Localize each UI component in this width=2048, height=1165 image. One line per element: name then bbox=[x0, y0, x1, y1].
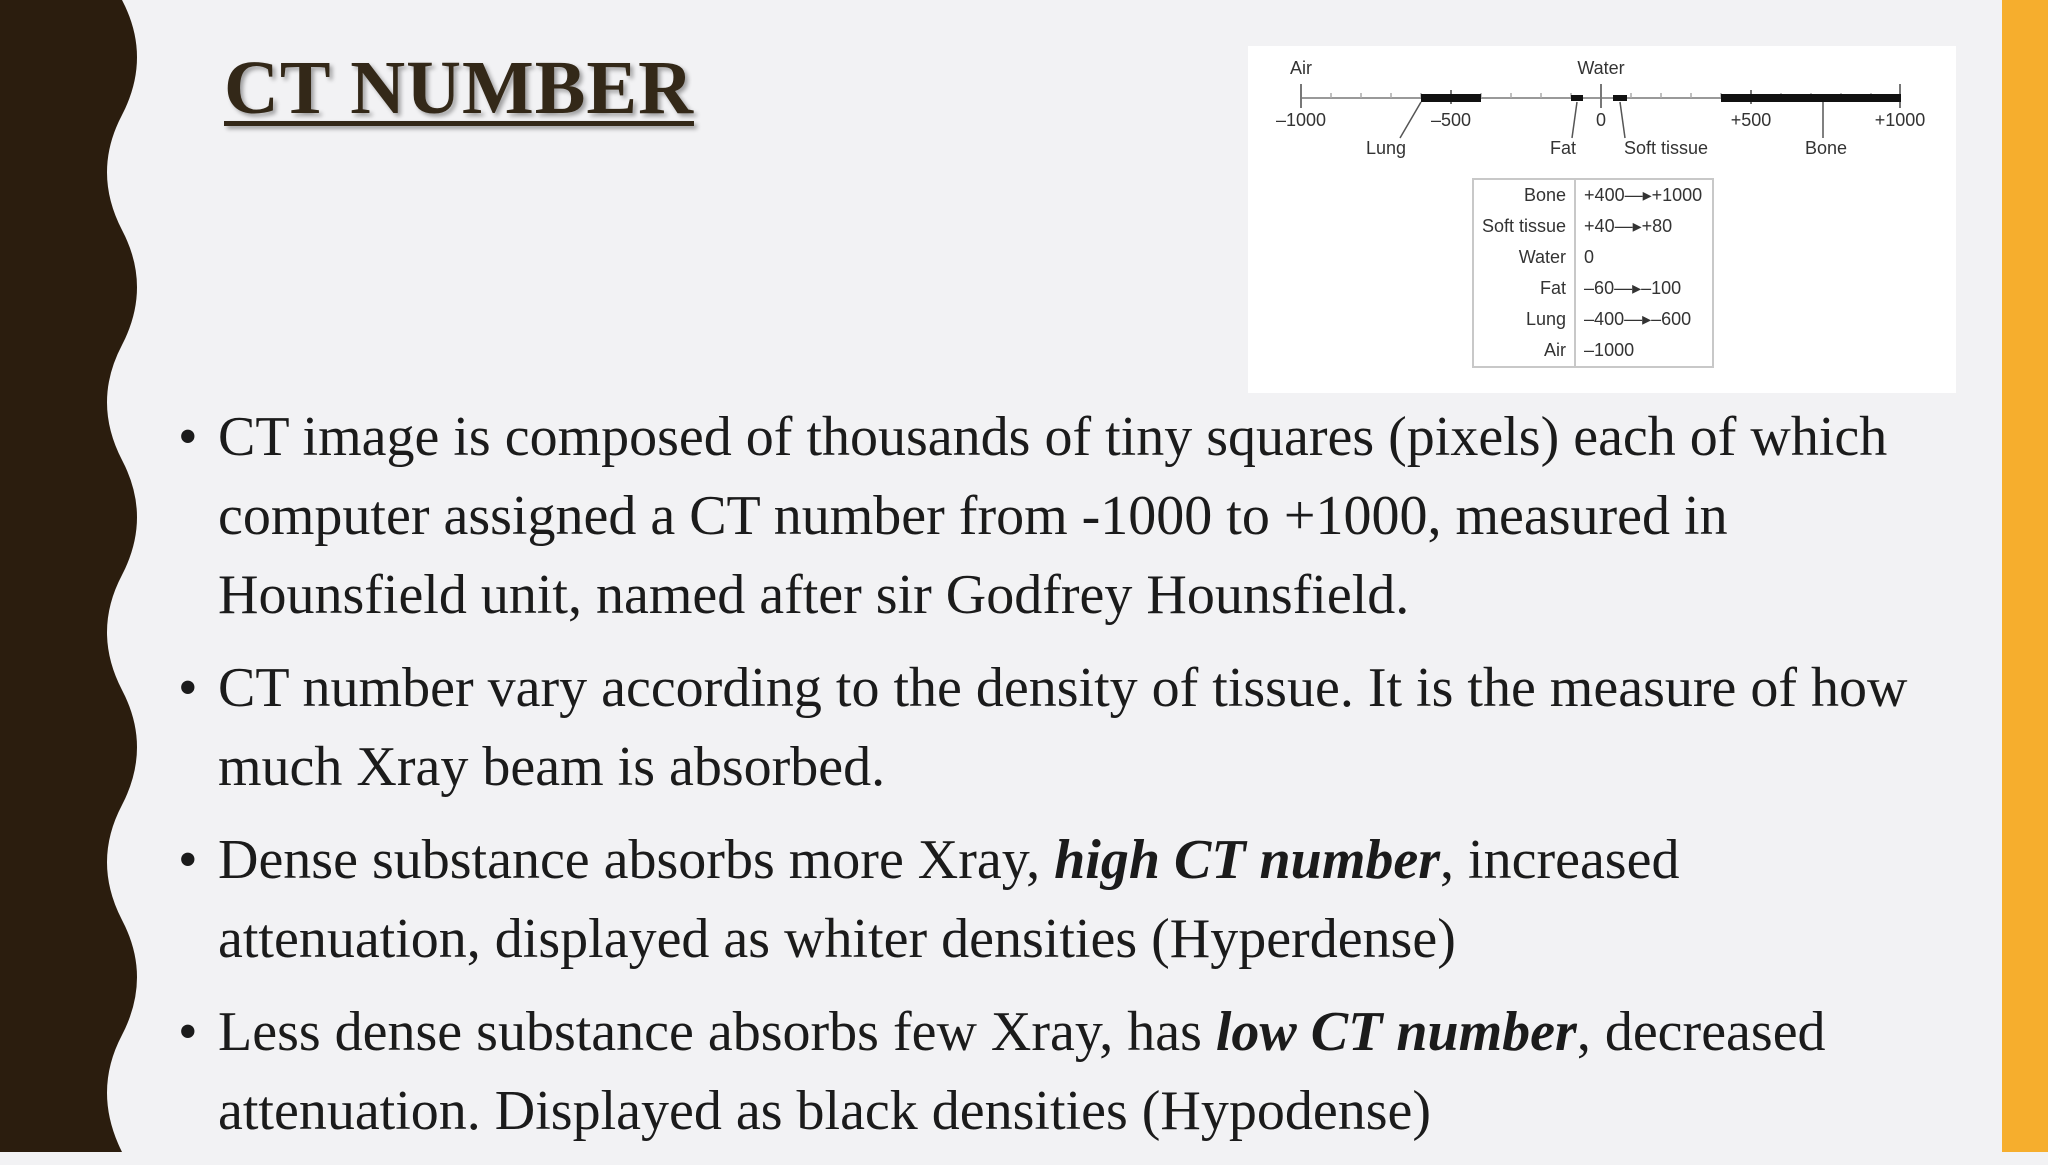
bullet-text-end: , increased attenuation, displayed as whiter densities (Hyperdense) bbox=[218, 829, 1680, 970]
emphasis-high-ct-number: high CT number bbox=[1054, 829, 1441, 891]
table-row bbox=[1473, 273, 1713, 304]
bullet-text: CT number vary according to the density of tissue. It is the measure of how much Xray beam is absorbed. bbox=[218, 657, 1908, 798]
ct-value-cell: +40—▸+80 bbox=[1584, 216, 1673, 236]
bullet-dot-icon: • bbox=[178, 829, 198, 891]
water-label: Water bbox=[1577, 58, 1625, 78]
table-row bbox=[1473, 335, 1713, 367]
emphasis-low-ct-number: low CT number bbox=[1215, 1001, 1577, 1063]
ct-value-cell: 0 bbox=[1584, 247, 1595, 267]
bullet-text: CT image is composed of thousands of tiny squares (pixels) each of which computer assigned a CT number from -1000 to +1000, measured in Hounsfield unit, named after sir Godfrey Hounsfield. bbox=[218, 406, 1888, 626]
tissue-name-cell: Lung bbox=[1473, 304, 1575, 335]
bullet-item bbox=[174, 993, 1954, 1151]
lung-leader-line bbox=[1400, 102, 1421, 138]
fat-leader-line bbox=[1572, 102, 1577, 138]
right-accent-bar bbox=[2002, 0, 2048, 1152]
table-row bbox=[1473, 242, 1713, 273]
soft-tissue-range-bar bbox=[1613, 95, 1627, 101]
bullet-list bbox=[174, 398, 1954, 1165]
tick-label-plus500: +500 bbox=[1730, 110, 1772, 130]
bone-range-bar bbox=[1721, 94, 1901, 102]
ct-value-cell: –400—▸–600 bbox=[1584, 309, 1692, 329]
tissue-name-cell: Air bbox=[1473, 335, 1575, 367]
table-row bbox=[1473, 211, 1713, 242]
tick-label-minus1000: –1000 bbox=[1275, 110, 1327, 130]
lung-label: Lung bbox=[1365, 138, 1407, 158]
bullet-text-end: , decreased attenuation. Displayed as black densities (Hypodense) bbox=[218, 1001, 1826, 1142]
bullet-item bbox=[174, 649, 1954, 807]
bullet-item bbox=[174, 821, 1954, 979]
bullet-text-start: Less dense substance absorbs few Xray, has bbox=[218, 1001, 1216, 1063]
ct-value-cell: –60—▸–100 bbox=[1584, 278, 1682, 298]
tick-label-minus500: –500 bbox=[1430, 110, 1472, 130]
tick-label-zero: 0 bbox=[1595, 110, 1607, 130]
fat-range-bar bbox=[1571, 95, 1583, 101]
tissue-name-cell: Bone bbox=[1473, 179, 1575, 211]
tissue-name-cell: Soft tissue bbox=[1473, 211, 1575, 242]
ct-number-scale-figure bbox=[1248, 46, 1956, 393]
fat-label: Fat bbox=[1549, 138, 1577, 158]
table-row bbox=[1473, 304, 1713, 335]
ct-value-cell: +400—▸+1000 bbox=[1584, 185, 1703, 205]
bullet-text-start: Dense substance absorbs more Xray, bbox=[218, 829, 1055, 891]
slide-title: CT NUMBER bbox=[224, 46, 694, 130]
table-row bbox=[1473, 179, 1713, 211]
air-label: Air bbox=[1290, 58, 1312, 78]
ct-value-cell: –1000 bbox=[1584, 340, 1635, 360]
wave-shape bbox=[0, 0, 137, 1152]
soft-tissue-leader-line bbox=[1620, 102, 1625, 138]
bullet-item bbox=[174, 398, 1954, 635]
ct-number-table bbox=[1472, 178, 1714, 368]
bullet-dot-icon: • bbox=[178, 657, 198, 719]
soft-tissue-label: Soft tissue bbox=[1623, 138, 1709, 158]
bullet-dot-icon: • bbox=[178, 406, 198, 468]
tick-label-plus1000: +1000 bbox=[1874, 110, 1926, 130]
bone-label: Bone bbox=[1804, 138, 1848, 158]
left-wavy-border bbox=[0, 0, 160, 1152]
tissue-name-cell: Water bbox=[1473, 242, 1575, 273]
lung-range-bar bbox=[1421, 94, 1481, 102]
tissue-name-cell: Fat bbox=[1473, 273, 1575, 304]
bullet-dot-icon: • bbox=[178, 1001, 198, 1063]
